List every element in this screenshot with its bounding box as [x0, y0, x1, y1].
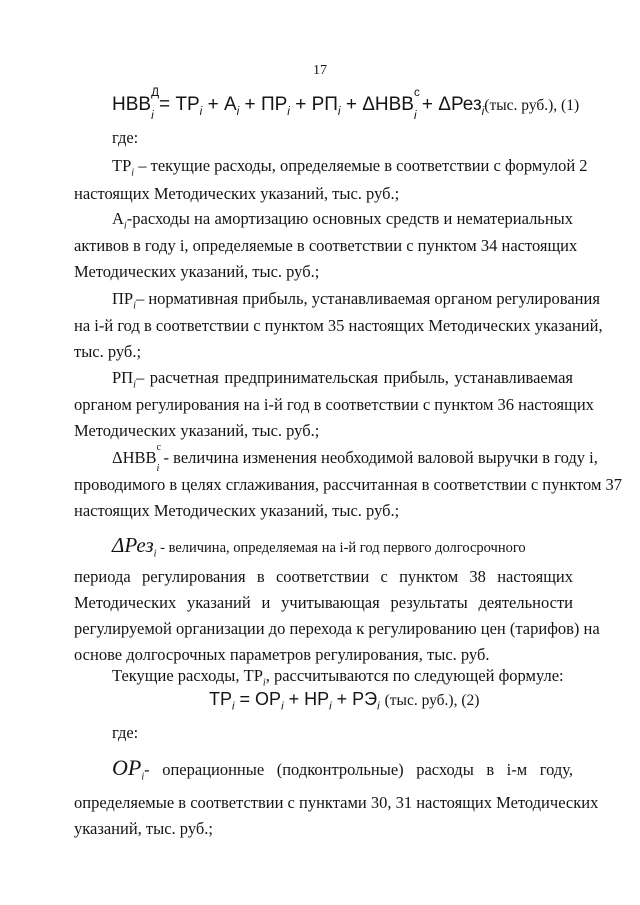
definition-pr: $ПР_i-$ нормативная прибыль, устанавливаемая органом регулирования — [112, 289, 600, 312]
definition-op: $ОР_i-$ операционные (подконтрольные) расходы в i-м году, — [112, 755, 573, 783]
definition-op-line-2: определяемые в соответствии с пунктами 30, 31 настоящих Методических — [74, 793, 599, 812]
formula-2-intro: Текущие расходы, $ТР_i$, рассчитываются по следующей формуле: — [112, 666, 564, 689]
definition-delta-rez: ΔРез$_i$ - величина, определяемая на i-й год первого долгосрочного — [112, 533, 526, 560]
definition-rp: $РП_i-$ расчетная предпринимательская прибыль, устанавливаемая — [112, 368, 573, 391]
definition-a: $А_i$-расходы на амортизацию основных средств и нематериальных — [112, 209, 573, 232]
definition-tp: $ТР_i$ – текущие расходы, определяемые в соответствии с формулой 2 — [112, 156, 588, 179]
definition-rp-line-2: органом регулирования на i-й год в соответствии с пунктом 36 настоящих — [74, 395, 594, 414]
page-number: 17 — [313, 63, 327, 78]
definition-a-line-2: активов в году i, определяемые в соответствии с пунктом 34 настоящих — [74, 236, 578, 255]
definition-delta-nvv: ΔНВВ с $_i$ - величина изменения необходимой валовой выручки в году i, — [112, 441, 598, 474]
definition-op-line-3: указаний, тыс. руб.; — [74, 819, 213, 838]
definition-delta-rez-line-2: периода регулирования в соответствии с пунктом 38 настоящих — [74, 567, 573, 586]
definition-tp-line-2: настоящих Методических указаний, тыс. руб.; — [74, 184, 400, 203]
formula-2: $ТР_i = ОР_i + НР_i + РЭ_i$ (тыс. руб.), (2) — [209, 689, 480, 713]
definition-pr-line-3: тыс. руб.; — [74, 342, 142, 361]
definition-delta-nvv-line-2: проводимого в целях сглаживания, рассчитанная в соответствии с пунктом 37 — [74, 475, 623, 494]
where-label-1: где: — [112, 128, 139, 147]
definition-delta-rez-line-5: основе долгосрочных параметров регулирования, тыс. руб. — [74, 645, 490, 664]
definition-delta-rez-line-4: регулируемой организации до перехода к регулированию цен (тарифов) на — [74, 619, 600, 638]
where-label-2: где: — [112, 723, 139, 742]
definition-pr-line-2: на i-й год в соответствии с пунктом 35 настоящих Методических указаний, — [74, 316, 603, 335]
definition-rp-line-3: Методических указаний, тыс. руб.; — [74, 421, 320, 440]
formula-1: НВВ Д $_i = ТР_i + А_i + ПР_i + РП_i + \Delta НВВ$ с $_i$ + ΔРез$_i$(тыс. руб.), (1) — [112, 85, 580, 122]
definition-delta-nvv-line-3: настоящих Методических указаний, тыс. руб.; — [74, 501, 400, 520]
definition-a-line-3: Методических указаний, тыс. руб.; — [74, 262, 320, 281]
definition-delta-rez-line-3: Методических указаний и учитывающая результаты деятельности — [74, 593, 573, 612]
